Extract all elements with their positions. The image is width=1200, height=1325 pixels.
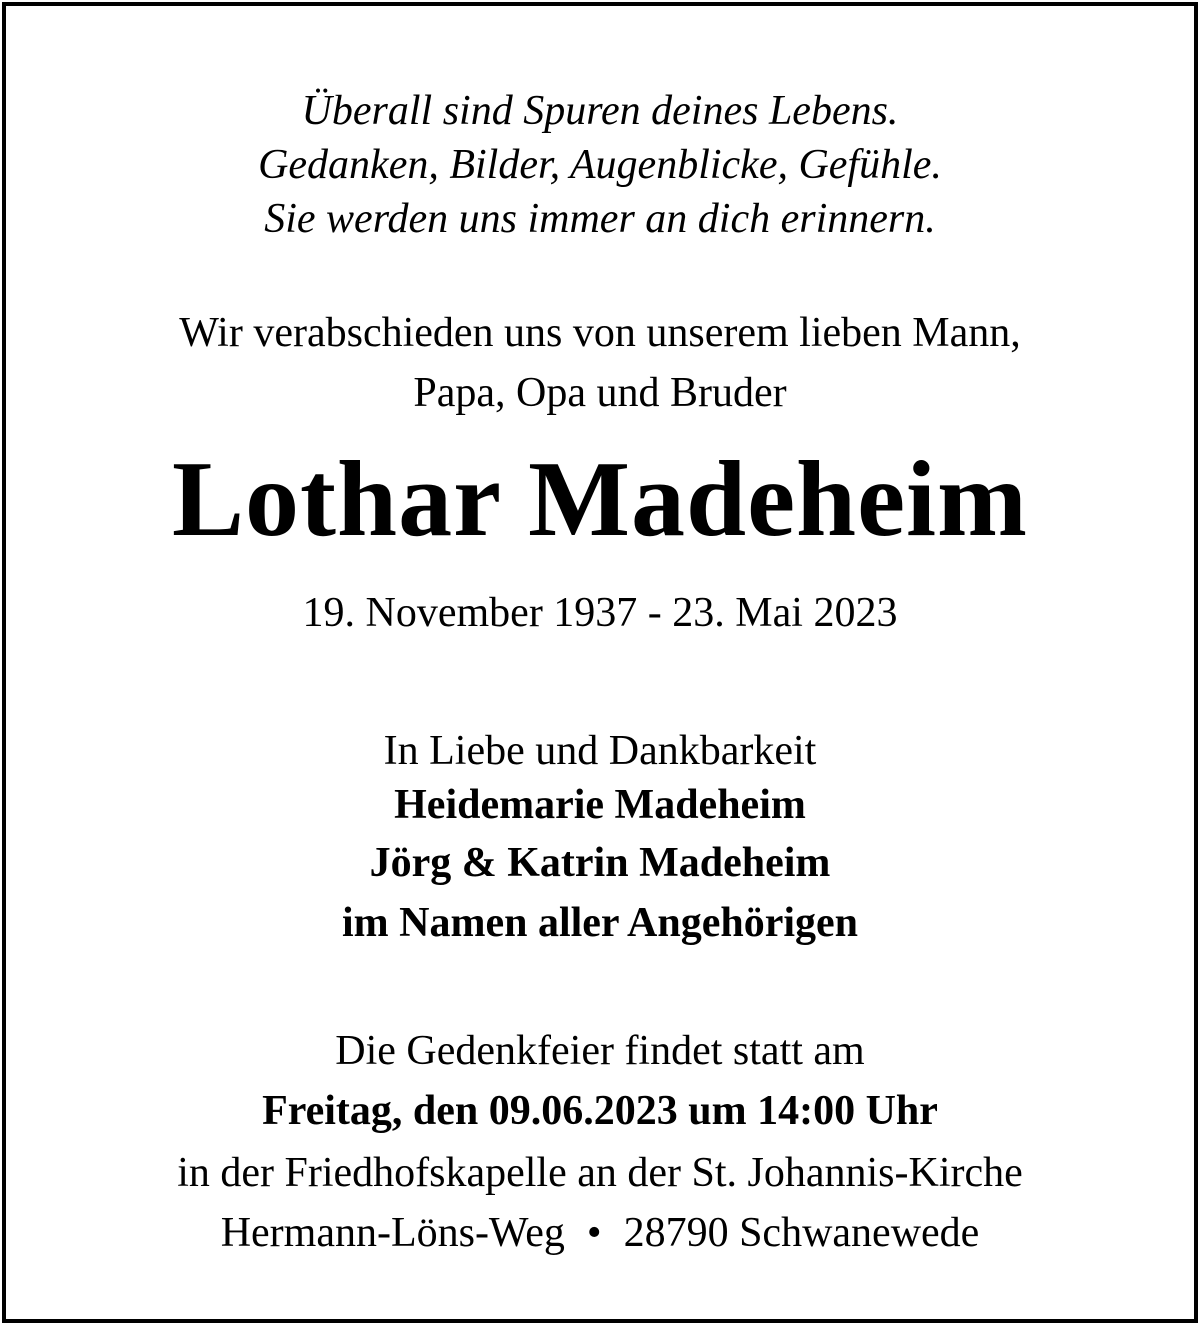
address-separator: • bbox=[586, 1210, 602, 1256]
address-street: Hermann-Löns-Weg bbox=[220, 1210, 565, 1256]
mourner-name-1: Heidemarie Madeheim bbox=[394, 782, 806, 828]
farewell-line-2: Papa, Opa und Bruder bbox=[413, 370, 787, 416]
mourner-name-2: Jörg & Katrin Madeheim bbox=[369, 840, 831, 886]
ceremony-address bbox=[6, 1212, 1194, 1254]
life-dates: 19. November 1937 - 23. Mai 2023 bbox=[302, 590, 898, 636]
ceremony-intro: Die Gedenkfeier findet statt am bbox=[335, 1028, 865, 1074]
deceased-name: Lothar Madeheim bbox=[172, 440, 1028, 559]
poem-line-2: Gedanken, Bilder, Augenblicke, Gefühle. bbox=[258, 142, 942, 188]
farewell-line-1: Wir verabschieden uns von unserem lieben Mann, bbox=[179, 310, 1021, 356]
poem-line-1: Überall sind Spuren deines Lebens. bbox=[301, 88, 899, 134]
poem-line-3: Sie werden uns immer an dich erinnern. bbox=[264, 196, 936, 242]
address-city: 28790 Schwanewede bbox=[623, 1210, 980, 1256]
mourner-name-3: im Namen aller Angehörigen bbox=[341, 900, 859, 946]
mourners-intro: In Liebe und Dankbarkeit bbox=[383, 728, 817, 774]
ceremony-datetime: Freitag, den 09.06.2023 um 14:00 Uhr bbox=[262, 1088, 938, 1134]
ceremony-location: in der Friedhofskapelle an der St. Johannis-Kirche bbox=[177, 1150, 1023, 1196]
obituary-notice bbox=[2, 2, 1198, 1323]
